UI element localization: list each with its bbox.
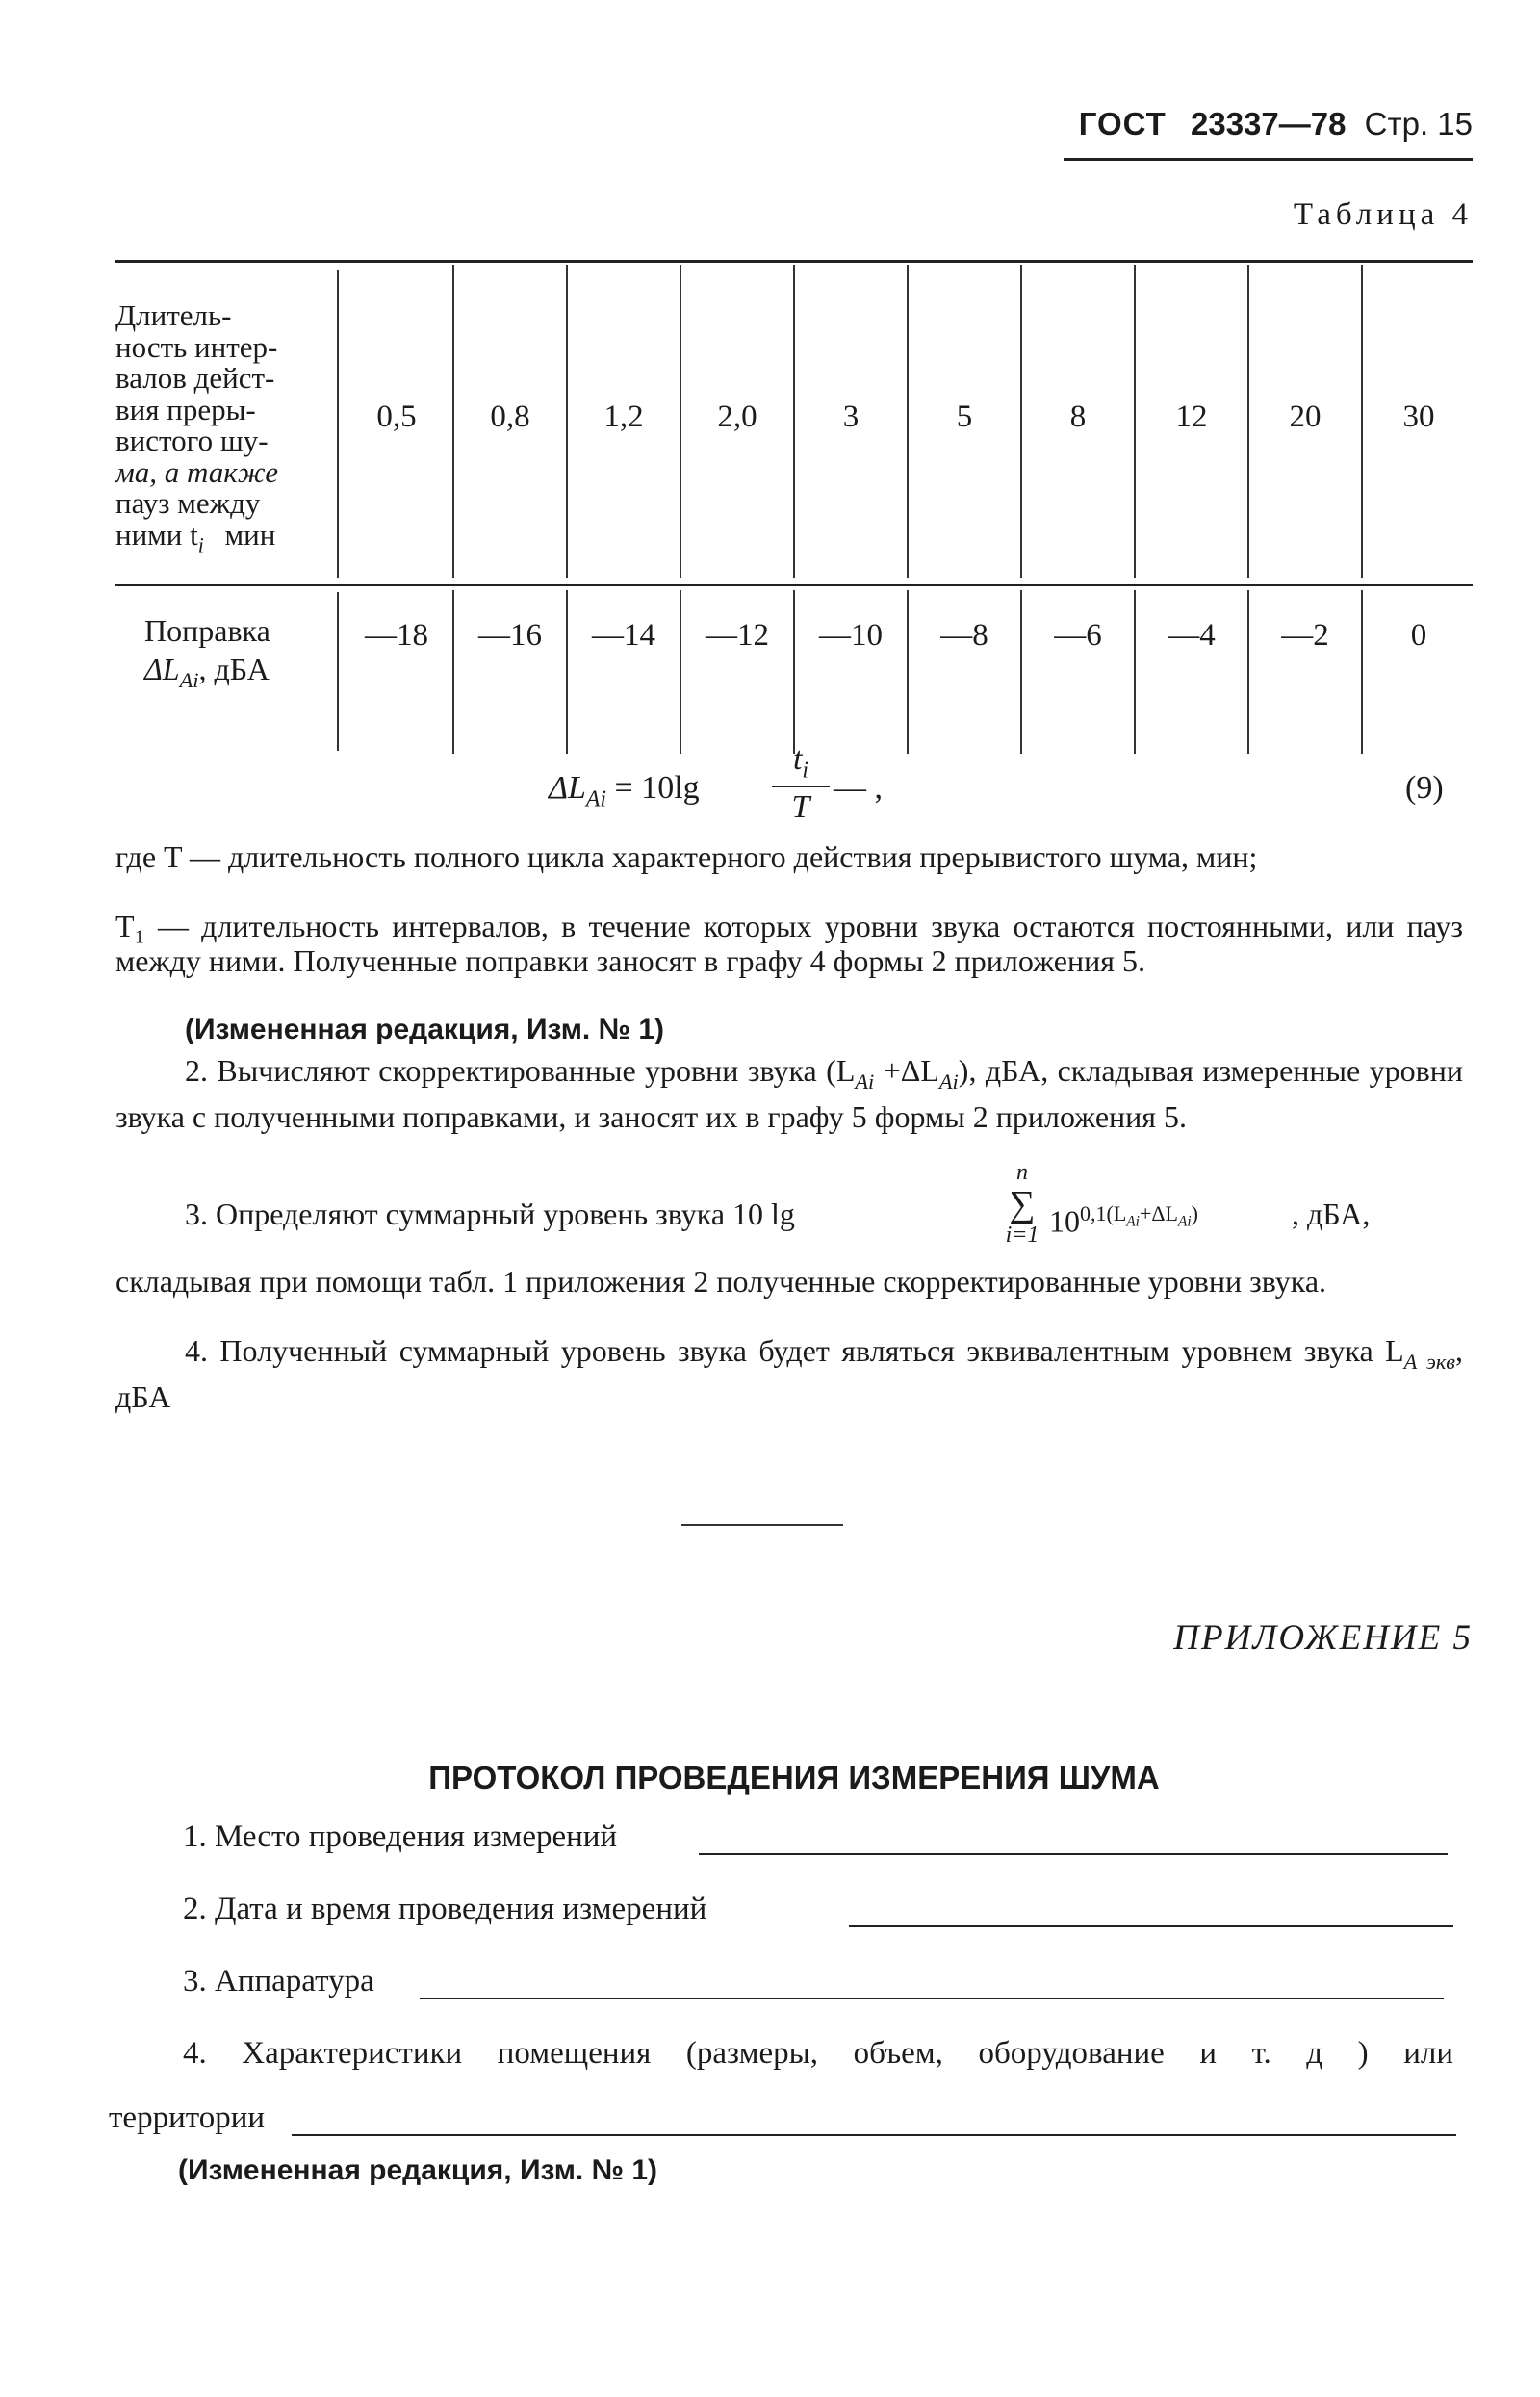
header-rule (1064, 158, 1473, 161)
exp-text: +ΔL (1139, 1201, 1178, 1225)
label-unit: , дБА (198, 652, 270, 686)
correction-value-cell: —10 (819, 618, 883, 653)
interval-value-cell: 3 (842, 400, 860, 434)
label-line: валов дейст- (116, 361, 275, 395)
table-column-rule (452, 590, 454, 754)
correction-value-cell: —4 (1168, 618, 1216, 653)
interval-value-cell: 30 (1402, 400, 1435, 434)
row-correction-label (144, 611, 327, 700)
interval-value-cell: 1,2 (603, 400, 644, 434)
table-column-rule (907, 590, 909, 754)
sum-lower: i=1 (1005, 1223, 1040, 1248)
paragraph-where-t: где T — длительность полного цикла характерного действия прерывистого шума, мин; (116, 839, 1258, 874)
standard-number: 23337—78 (1191, 106, 1347, 142)
field-equipment-label: 3. Аппаратура (183, 1964, 374, 1998)
interval-value-cell: 0,8 (490, 400, 530, 434)
table-4 (116, 260, 1473, 760)
label-text: ΔL (144, 652, 180, 686)
field-room-label: 4. Характеристики помещения (размеры, объем, оборудование и т. д ) или (183, 2036, 1453, 2071)
text-run: 2. Вычисляют скорректированные уровни звука (L (185, 1053, 856, 1088)
correction-value-cell: —12 (706, 618, 769, 653)
table-column-rule (337, 592, 339, 751)
paragraph-step-3 (185, 1160, 1475, 1256)
protocol-title: ПРОТОКОЛ ПРОВЕДЕНИЯ ИЗМЕРЕНИЯ ШУМА (428, 1760, 1160, 1795)
label-subscript: Ai (179, 667, 199, 692)
label-line (144, 650, 327, 700)
table-column-rule (793, 590, 795, 754)
formula-lhs (549, 770, 700, 812)
label-line: вистого шу- (116, 424, 269, 457)
sum-upper: n (1016, 1160, 1028, 1185)
amendment-note: (Измененная редакция, Изм. № 1) (185, 1014, 665, 1045)
field-location-line (699, 1853, 1448, 1855)
table-column-rule (337, 270, 339, 578)
table-column-rule (680, 590, 681, 754)
formula-numerator (772, 741, 830, 784)
table-column-rule (1134, 265, 1136, 578)
formula-symbol: ΔL (549, 770, 586, 806)
correction-value-cell: —6 (1054, 618, 1102, 653)
section-divider (681, 1524, 843, 1526)
table-top-rule (116, 260, 1473, 263)
exp-text: 0,1(L (1080, 1201, 1127, 1225)
interval-value-cell: 20 (1289, 400, 1322, 434)
table-column-rule (1247, 265, 1249, 578)
formula-9 (549, 741, 1222, 838)
label-line: Поправка (144, 613, 270, 648)
paragraph-step-2 (116, 1053, 1463, 1134)
correction-value-cell: —2 (1281, 618, 1329, 653)
field-equipment-line (420, 1998, 1444, 1999)
table-column-rule (793, 265, 795, 578)
formula-tail: — , (834, 770, 883, 806)
paragraph-step-4 (116, 1333, 1463, 1414)
field-datetime-label: 2. Дата и время проведения измерений (183, 1892, 707, 1926)
formula-denominator: T (791, 789, 810, 825)
table-column-rule (566, 590, 568, 754)
power-term (1049, 1197, 1198, 1239)
table-column-rule (1020, 590, 1022, 754)
exp-sub: Ai (1177, 1213, 1192, 1230)
correction-value-cell: —14 (592, 618, 655, 653)
standard-name: ГОСТ (1078, 106, 1167, 142)
field-territory-line (292, 2134, 1456, 2136)
page-number: Стр. 15 (1364, 106, 1473, 142)
numerator-subscript: i (802, 758, 809, 784)
table-column-rule (680, 265, 681, 578)
correction-value-cell: —16 (478, 618, 542, 653)
numerator-symbol: t (792, 741, 803, 777)
subscript: Ai (855, 1069, 875, 1094)
text-run: 4. Полученный суммарный уровень звука будет являться эквивалентным уровнем звука L (185, 1333, 1404, 1368)
correction-value-cell: —8 (940, 618, 988, 653)
base: 10 (1049, 1203, 1080, 1239)
correction-value-cell: —18 (365, 618, 428, 653)
label-line (116, 517, 318, 561)
label-line: вия преры- (116, 392, 256, 426)
formula-subscript: Ai (585, 786, 607, 812)
label-line: ма, а также (116, 454, 278, 489)
row-interval-label (116, 300, 318, 561)
exp-text: ) (1191, 1201, 1198, 1225)
interval-value-cell: 12 (1175, 400, 1208, 434)
text-run: ), дБА, складывая измеренные уровни звука с полученными поправками, и заносят их в графу 5 формы 2 приложения 5. (116, 1053, 1464, 1134)
label-line: пауз между (116, 486, 261, 520)
interval-value-cell: 2,0 (717, 400, 757, 434)
page-header (991, 106, 1473, 164)
label-line: ность интер- (116, 329, 278, 364)
table-row-rule (116, 584, 1473, 586)
table-column-rule (566, 265, 568, 578)
table-column-rule (1361, 265, 1363, 578)
field-location-label: 1. Место проведения измерений (183, 1819, 618, 1854)
subscript: Ai (938, 1069, 959, 1094)
text-run: +ΔL (874, 1053, 939, 1088)
fraction-bar (772, 786, 830, 787)
interval-value-cell: 0,5 (376, 400, 417, 434)
field-territory-label: территории (109, 2101, 266, 2135)
formula-equals: = 10lg (614, 770, 700, 806)
table-caption: Таблица 4 (1293, 197, 1473, 232)
text-run: , дБА, (1292, 1197, 1371, 1231)
appendix-title: ПРИЛОЖЕНИЕ 5 (1173, 1618, 1473, 1658)
interval-value-cell: 8 (1069, 400, 1087, 434)
table-column-rule (1134, 590, 1136, 754)
label-line: Длитель- (116, 298, 232, 332)
subscript: A экв (1403, 1349, 1456, 1374)
paragraph-t1: T₁ — длительность интервалов, в течение которых уровни звука остаются постоянными, или пауз между ними. Полученные поправки заносят в графу 4 формы 2 приложения 5. (116, 909, 1463, 978)
label-subscript: i (197, 533, 204, 557)
formula-number: (9) (1405, 770, 1444, 806)
table-column-rule (452, 265, 454, 578)
table-column-rule (907, 265, 909, 578)
correction-value-cell: 0 (1410, 618, 1427, 653)
paragraph-folding: складывая при помощи табл. 1 приложения 2 полученные скорректированные уровни звука. (116, 1264, 1327, 1299)
text-run: 3. Определяют суммарный уровень звука 10 lg (185, 1197, 795, 1231)
table-column-rule (1361, 590, 1363, 754)
interval-value-cell: 5 (956, 400, 973, 434)
field-datetime-line (849, 1925, 1453, 1927)
text-run: , дБА (116, 1333, 1464, 1414)
table-column-rule (1247, 590, 1249, 754)
appendix-amendment: (Измененная редакция, Изм. № 1) (178, 2154, 658, 2186)
table-column-rule (1020, 265, 1022, 578)
exponent (1080, 1201, 1198, 1230)
label-text: ними t (116, 517, 198, 552)
sum-sign: ∑ (1009, 1184, 1036, 1224)
exp-sub: Ai (1126, 1213, 1140, 1230)
label-unit: мин (224, 517, 276, 552)
formula-fraction (772, 741, 830, 826)
summation (998, 1160, 1046, 1249)
